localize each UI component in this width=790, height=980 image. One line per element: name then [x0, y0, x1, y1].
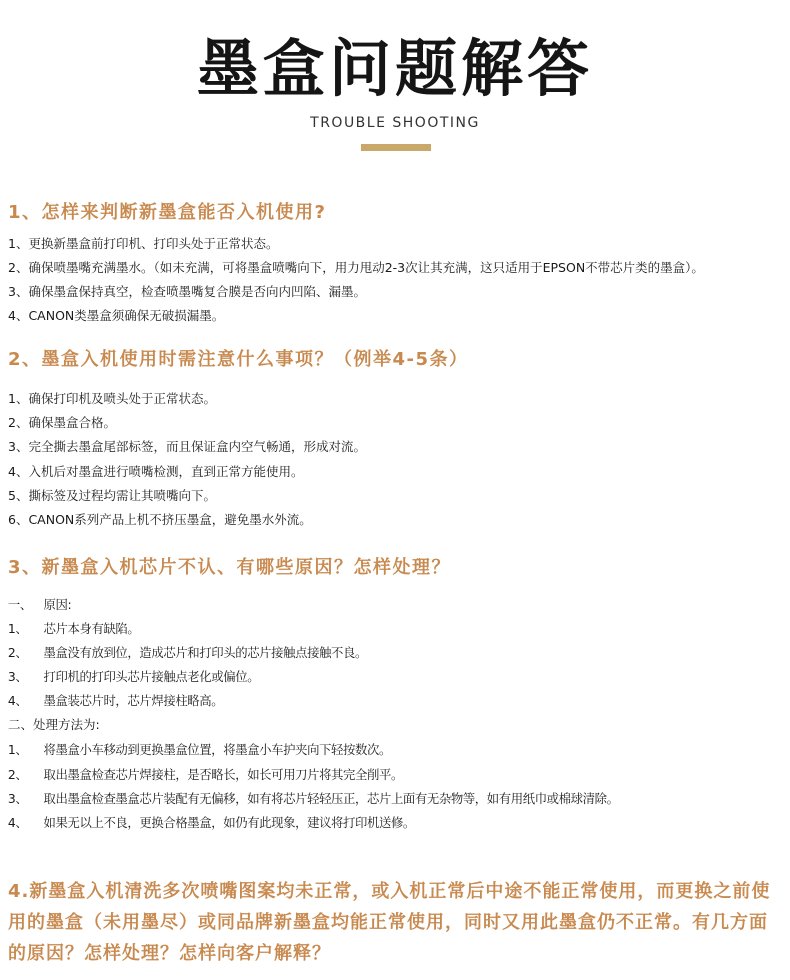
method-number: 3、: [7, 791, 28, 806]
section-1-item: 4、CANON类墨盒须确保无破损漏墨。: [8, 308, 225, 323]
section-2-item: 6、CANON系列产品上机不挤压墨盒，避免墨水外流。: [8, 512, 312, 527]
method-label: 二、处理方法为:: [8, 717, 100, 732]
title-divider: [361, 144, 431, 151]
cause-text: 墨盒装芯片时，芯片焊接柱略高。: [43, 693, 224, 708]
section-2-item: 4、入机后对墨盒进行喷嘴检测，直到正常方能使用。: [8, 464, 304, 479]
method-number: 1、: [7, 742, 28, 757]
method-number: 2、: [7, 767, 28, 782]
cause-number: 4、: [7, 693, 28, 708]
cause-label-number: 一、: [7, 597, 32, 612]
section-2-item: 5、撕标签及过程均需让其喷嘴向下。: [8, 488, 216, 503]
cause-text: 芯片本身有缺陷。: [43, 621, 140, 636]
cause-text: 打印机的打印头芯片接触点老化或偏位。: [43, 669, 260, 684]
section-2-item: 1、确保打印机及喷头处于正常状态。: [8, 391, 216, 406]
cause-number: 2、: [7, 645, 28, 660]
section-1-item: 1、更换新墨盒前打印机、打印头处于正常状态。: [8, 236, 279, 251]
section-1-item: 3、确保墨盒保持真空，检查喷墨嘴复合膜是否向内凹陷、漏墨。: [8, 284, 366, 299]
method-text: 如果无以上不良，更换合格墨盒，如仍有此现象，建议将打印机送修。: [43, 815, 415, 830]
cause-number: 3、: [7, 669, 28, 684]
section-3-heading: 3、新墨盒入机芯片不认、有哪些原因？怎样处理？: [8, 557, 452, 578]
method-text: 取出墨盒检查芯片焊接柱，是否略长，如长可用刀片将其完全削平。: [43, 767, 403, 782]
cause-label: 原因:: [43, 597, 72, 612]
section-2-item: 3、完全撕去墨盒尾部标签，而且保证盒内空气畅通，形成对流。: [8, 439, 366, 454]
section-2-heading: 2、墨盒入机使用时需注意什么事项？（例举4-5条）: [8, 349, 469, 370]
section-1-item: 2、确保喷墨嘴充满墨水。（如未充满，可将墨盒喷嘴向下，用力甩动2-3次让其充满，这只适用于EPSON不带芯片类的墨盒）。: [8, 260, 704, 275]
cause-number: 1、: [7, 621, 28, 636]
cause-text: 墨盒没有放到位，造成芯片和打印头的芯片接触点接触不良。: [43, 645, 367, 660]
method-number: 4、: [7, 815, 28, 830]
section-1-heading: 1、怎样来判断新墨盒能否入机使用?: [8, 202, 327, 223]
section-2-item: 2、确保墨盒合格。: [8, 415, 116, 430]
section-4-heading: 4.新墨盒入机清洗多次喷嘴图案均未正常，或入机正常后中途不能正常使用，而更换之前使用的墨盒（未用墨尽）或同品牌新墨盒均能正常使用，同时又用此墨盒仍不正常。有几方面的原因？怎样处理？怎样向客户解释？: [8, 881, 771, 964]
page-subtitle: TROUBLE SHOOTING: [310, 115, 480, 131]
page-title: 墨盒问题解答: [196, 32, 593, 105]
method-text: 将墨盒小车移动到更换墨盒位置，将墨盒小车护夹向下轻按数次。: [43, 742, 391, 757]
method-text: 取出墨盒检查墨盒芯片装配有无偏移，如有将芯片轻轻压正，芯片上面有无杂物等，如有用纸巾或棉球清除。: [43, 791, 619, 806]
